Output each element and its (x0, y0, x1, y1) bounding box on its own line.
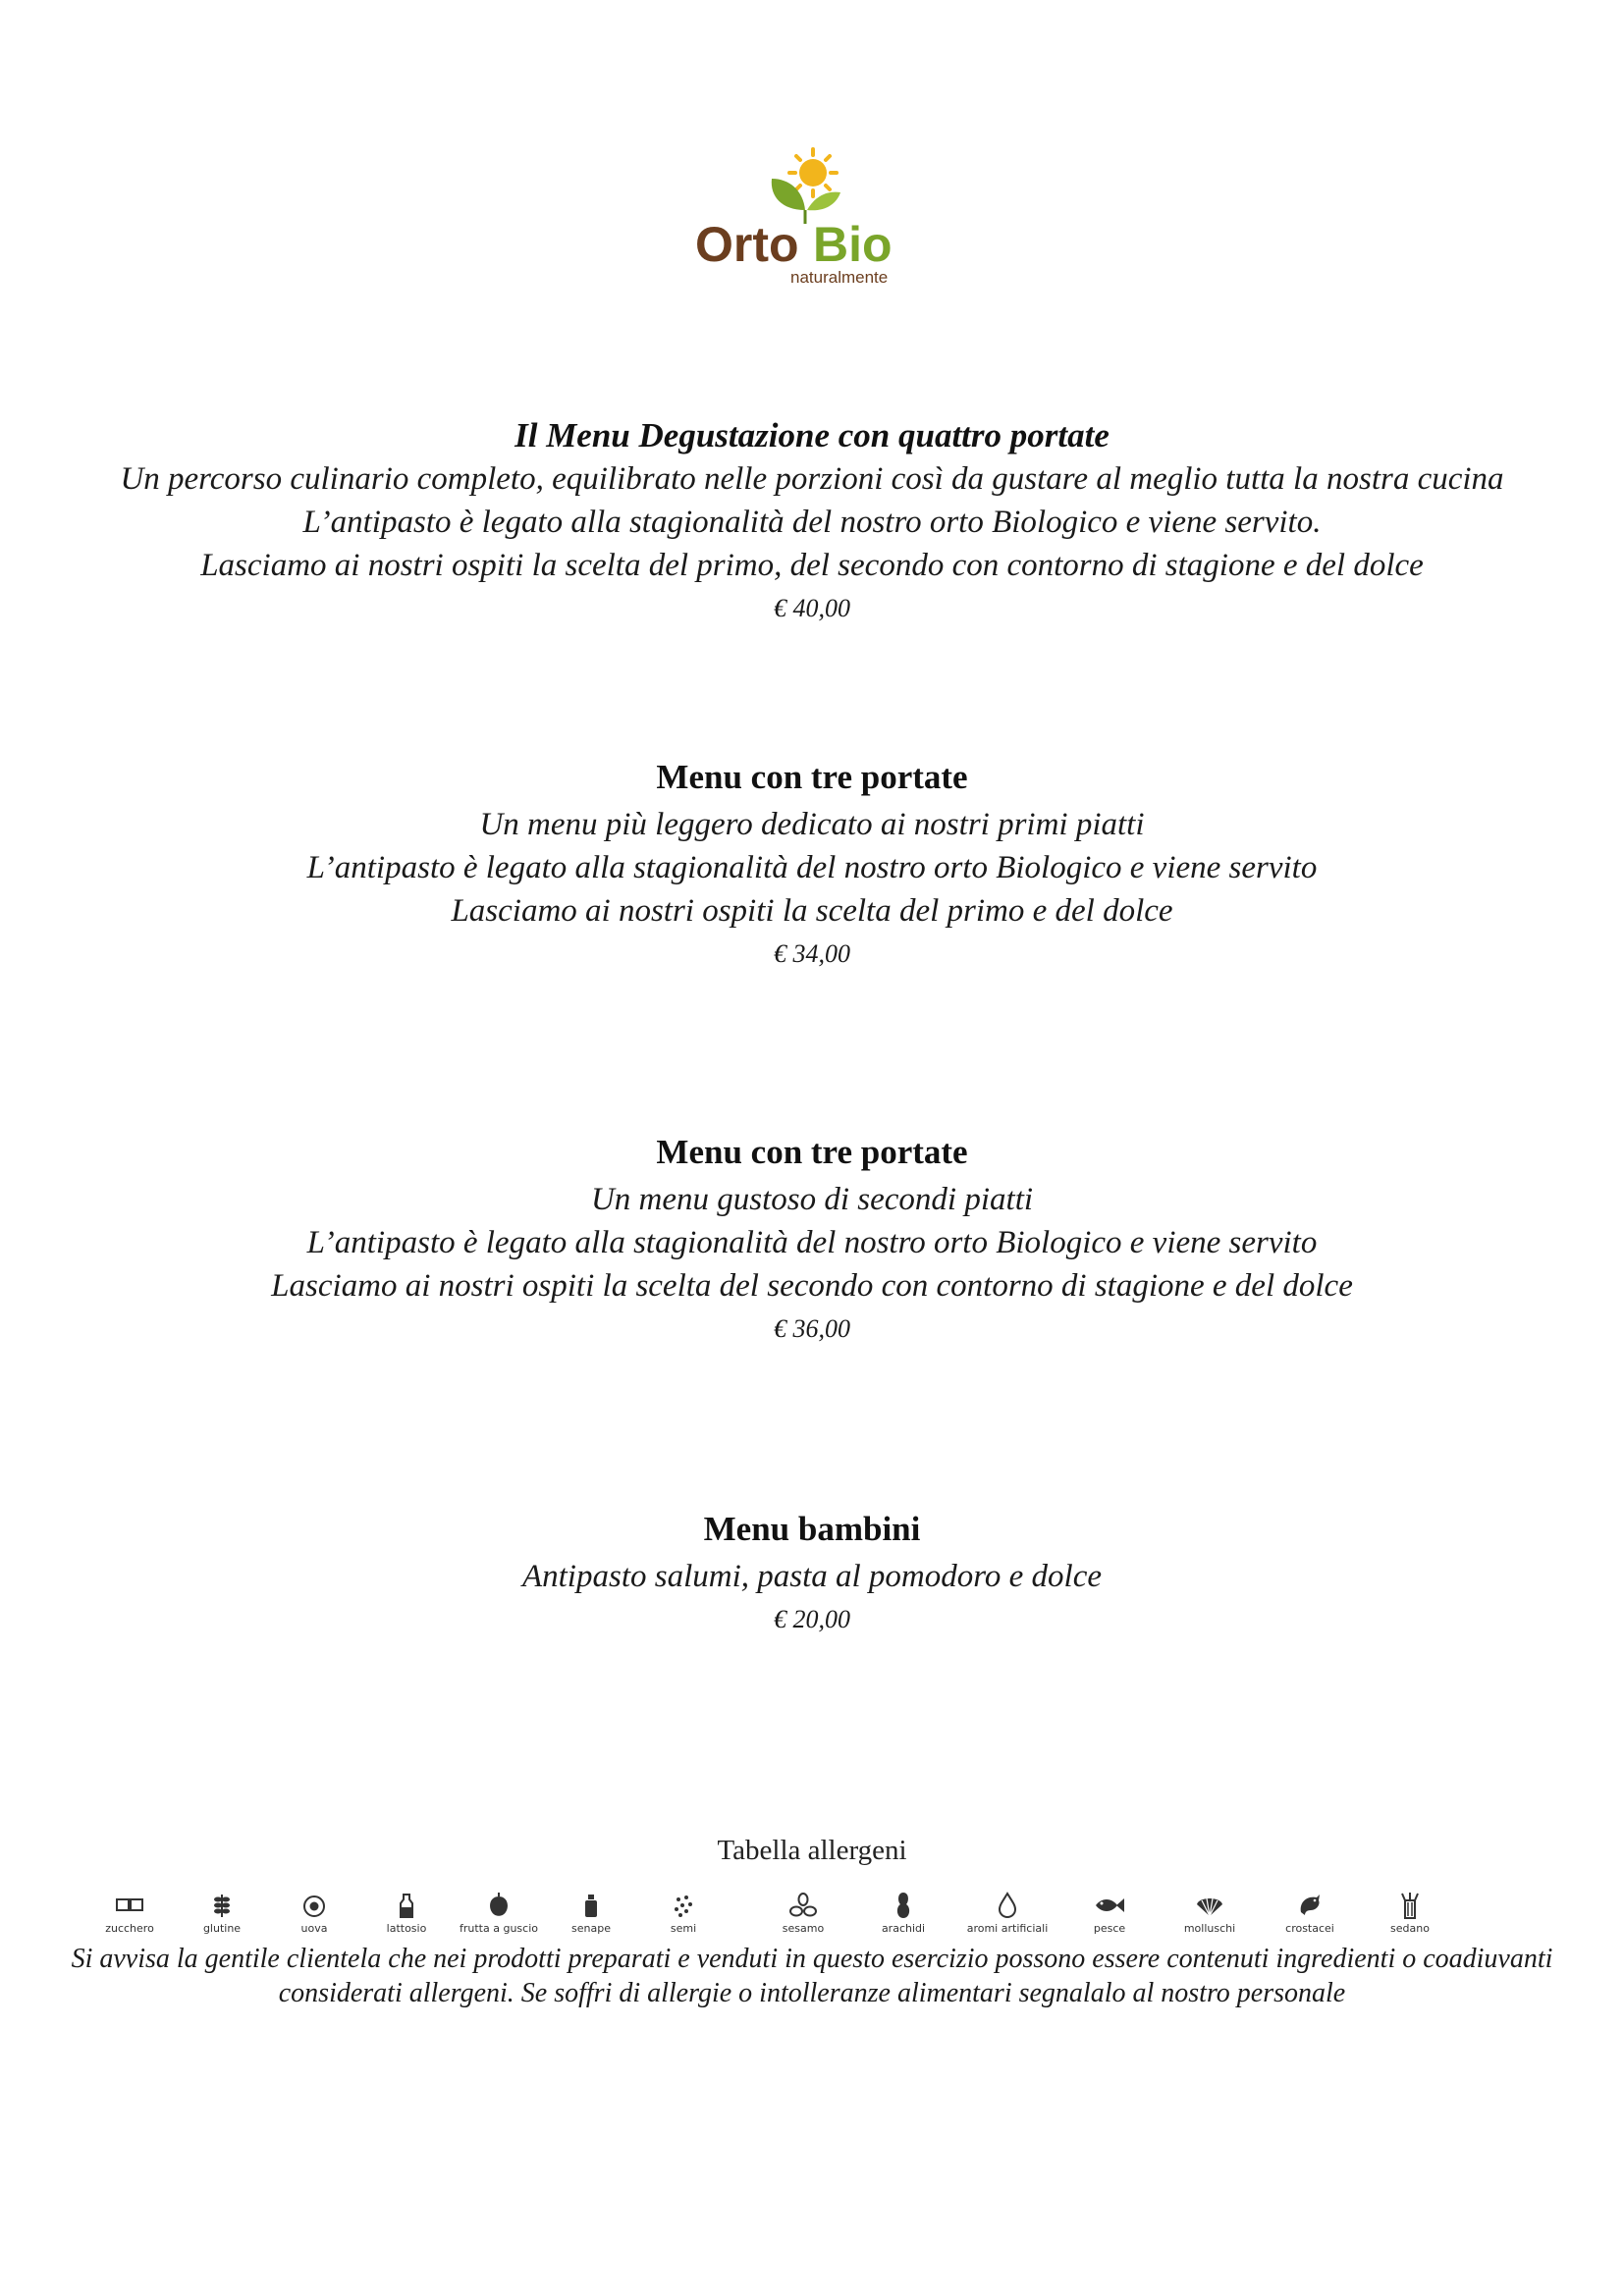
celery-icon (1393, 1891, 1427, 1920)
menu-title: Il Menu Degustazione con quattro portate (514, 416, 1110, 454)
ortobio-logo (687, 145, 923, 293)
menu-price: € 36,00 (774, 1314, 850, 1343)
allergen-item (81, 1891, 179, 1936)
allergen-notice-line: Si avvisa la gentile clientela che nei prodotti preparati e venduti in questo esercizio possono essere contenuti ingredienti o coadiuvanti (71, 1944, 1553, 1974)
menu-description: L’antipasto è legato alla stagionalità del nostro orto Biologico e viene servito (306, 1225, 1318, 1260)
menu-title: Menu bambini (703, 1510, 921, 1548)
allergen-label: glutine (202, 1922, 242, 1935)
menu-description: L’antipasto è legato alla stagionalità del nostro orto Biologico e viene servito (306, 850, 1318, 885)
allergen-label: aromi artificiali (966, 1922, 1049, 1935)
menu-price: € 34,00 (774, 939, 850, 968)
menu-description: Lasciamo ai nostri ospiti la scelta del primo, del secondo con contorno di stagione e del dolce (200, 548, 1424, 583)
drop-icon (991, 1891, 1024, 1920)
shrimp-icon (1293, 1891, 1326, 1920)
logo-tagline: naturalmente (790, 268, 889, 287)
allergen-item (450, 1891, 548, 1936)
allergen-notice (0, 1942, 1624, 2010)
seeds-icon (667, 1891, 700, 1920)
menu-title: Menu con tre portate (656, 758, 968, 796)
allergen-label: frutta a guscio (460, 1922, 538, 1935)
egg-icon (298, 1891, 331, 1920)
allergen-notice-line: considerati allergeni. Se soffri di allergie o intolleranze alimentari segnalalo al nostro personale (278, 1978, 1346, 2008)
menu-title: Menu con tre portate (656, 1133, 968, 1171)
sugar-icon (113, 1891, 146, 1920)
menu-tre-portate-secondi (0, 1131, 1624, 1349)
allergen-item (854, 1891, 952, 1936)
allergen-item (634, 1891, 732, 1936)
allergen-label: sedano (1390, 1922, 1430, 1935)
menu-description: Un menu gustoso di secondi piatti (590, 1182, 1034, 1217)
allergen-label: senape (571, 1922, 611, 1935)
menu-description: Antipasto salumi, pasta al pomodoro e dolce (521, 1559, 1102, 1594)
allergen-label: uova (300, 1922, 328, 1935)
shell-icon (1193, 1891, 1226, 1920)
allergen-item (754, 1891, 852, 1936)
menu-price: € 20,00 (774, 1605, 850, 1633)
menu-description: Lasciamo ai nostri ospiti la scelta del secondo con contorno di stagione e del dolce (271, 1268, 1353, 1304)
mustard-jar-icon (574, 1891, 608, 1920)
allergen-item (265, 1891, 363, 1936)
wheat-icon (205, 1891, 239, 1920)
allergen-label: arachidi (881, 1922, 926, 1935)
allergen-label: semi (670, 1922, 697, 1935)
menu-description: Un menu più leggero dedicato ai nostri primi piatti (479, 807, 1145, 842)
allergen-item (1361, 1891, 1459, 1936)
allergen-label: lattosio (386, 1922, 427, 1935)
allergen-item (1161, 1891, 1259, 1936)
nut-icon (482, 1891, 515, 1920)
allergen-item (1060, 1891, 1159, 1936)
allergen-label: crostacei (1285, 1922, 1334, 1935)
menu-description: Un percorso culinario completo, equilibrato nelle porzioni così da gustare al meglio tutta la nostra cucina (120, 461, 1504, 497)
allergen-table-title: Tabella allergeni (717, 1835, 907, 1866)
allergen-item (958, 1891, 1056, 1936)
allergen-item (357, 1891, 456, 1936)
fish-icon (1093, 1891, 1126, 1920)
allergen-item (173, 1891, 271, 1936)
sesame-icon (786, 1891, 820, 1920)
menu-price: € 40,00 (774, 594, 850, 622)
allergen-label: zucchero (105, 1922, 154, 1935)
milk-bottle-icon (390, 1891, 423, 1920)
menu-description: Lasciamo ai nostri ospiti la scelta del primo e del dolce (451, 893, 1173, 929)
allergen-label: pesce (1093, 1922, 1126, 1935)
allergen-label: sesamo (782, 1922, 825, 1935)
peanut-icon (887, 1891, 920, 1920)
logo-brand-bio: Bio (813, 217, 893, 272)
allergen-item (542, 1891, 640, 1936)
menu-bambini (0, 1508, 1624, 1639)
menu-description: L’antipasto è legato alla stagionalità del nostro orto Biologico e viene servito. (302, 505, 1322, 540)
menu-tre-portate-primi (0, 756, 1624, 974)
menu-degustazione (0, 414, 1624, 628)
allergen-icons-row (0, 1891, 1624, 1940)
logo-brand-orto: Orto (695, 217, 799, 272)
allergen-item (1261, 1891, 1359, 1936)
allergen-label: molluschi (1183, 1922, 1236, 1935)
